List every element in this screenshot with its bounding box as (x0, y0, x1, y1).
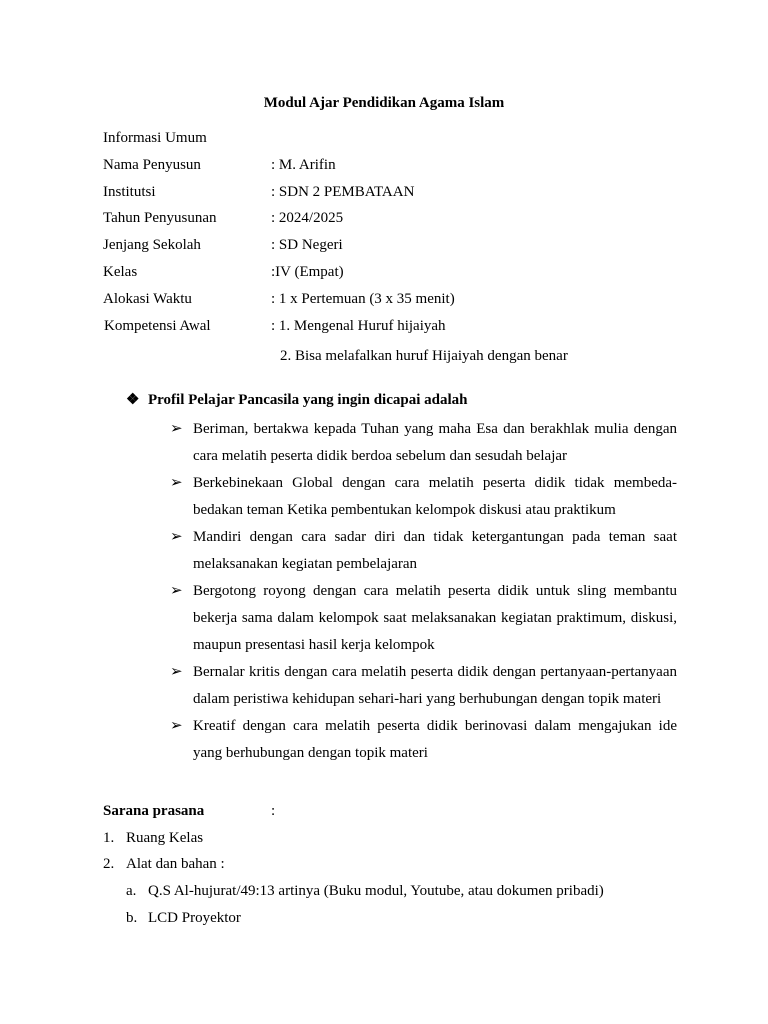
list-item-text: Mandiri dengan cara sadar diri dan tidak ketergantungan pada teman saat melaksanakan kegiatan pembelajaran (193, 529, 677, 572)
info-label-jenjang: Jenjang Sekolah (103, 237, 201, 253)
info-label-kelas: Kelas (103, 264, 138, 280)
profil-heading (126, 390, 467, 410)
info-label-alokasi: Alokasi Waktu (103, 291, 192, 307)
sarana-subitem-text: LCD Proyektor (148, 910, 241, 926)
list-item-text: Bernalar kritis dengan cara melatih peserta didik dengan pertanyaan-pertanyaan dalam peristiwa kehidupan sehari-hari yang berhubungan dengan topik materi (193, 664, 677, 707)
list-item (170, 416, 677, 470)
info-heading: Informasi Umum (103, 130, 207, 146)
arrow-bullet-icon: ➢ (170, 664, 183, 680)
info-value-nama: : M. Arifin (271, 157, 336, 173)
document-title: Modul Ajar Pendidikan Agama Islam (263, 95, 505, 111)
profil-heading-text: Profil Pelajar Pancasila yang ingin dicapai adalah (148, 392, 468, 408)
list-item (170, 713, 677, 767)
list-item-text: Bergotong royong dengan cara melatih peserta didik untuk sling membantu bekerja sama dalam kelompok saat melaksanakan kegiatan praktimum, diskusi, maupun presentasi hasil kerja kelompok (193, 583, 677, 653)
list-item-text: Berkebinekaan Global dengan cara melatih peserta didik tidak membeda-bedakan teman Ketika pembentukan kelompok diskusi atau praktikum (193, 475, 677, 518)
info-label-nama: Nama Penyusun (103, 157, 201, 173)
profil-list (170, 416, 677, 767)
list-item-text: Beriman, bertakwa kepada Tuhan yang maha Esa dan berakhlak mulia dengan cara melatih peserta didik berdoa sebelum dan sesudah belajar (193, 421, 677, 464)
arrow-bullet-icon: ➢ (170, 475, 183, 491)
info-value-tahun: : 2024/2025 (271, 210, 344, 226)
sarana-subitem-num: b. (126, 910, 138, 926)
info-label-tahun: Tahun Penyusunan (103, 210, 217, 226)
list-item-text: Kreatif dengan cara melatih peserta didik berinovasi dalam mengajukan ide yang berhubungan dengan topik materi (193, 718, 677, 761)
info-value-jenjang: : SD Negeri (271, 237, 343, 253)
kompetensi-line-2: 2. Bisa melafalkan huruf Hijaiyah dengan benar (280, 348, 568, 364)
diamond-bullet-icon: ❖ (126, 392, 140, 408)
arrow-bullet-icon: ➢ (170, 529, 183, 545)
sarana-subitem-num: a. (126, 883, 137, 899)
list-item (170, 524, 677, 578)
info-value-alokasi: : 1 x Pertemuan (3 x 35 menit) (271, 291, 455, 307)
info-label-kompetensi: Kompetensi Awal (104, 318, 211, 334)
sarana-item-text: Ruang Kelas (126, 830, 204, 846)
info-value-kelas: :IV (Empat) (271, 264, 344, 280)
arrow-bullet-icon: ➢ (170, 583, 183, 599)
list-item (170, 659, 677, 713)
sarana-item-num: 1. (103, 830, 115, 846)
sarana-subitem-text: Q.S Al-hujurat/49:13 artinya (Buku modul, Youtube, atau dokumen pribadi) (148, 883, 604, 899)
sarana-colon: : (271, 803, 276, 819)
sarana-item-num: 2. (103, 856, 115, 872)
arrow-bullet-icon: ➢ (170, 718, 183, 734)
info-label-institusi: Institutsi (103, 184, 156, 200)
sarana-heading: Sarana prasana (103, 803, 205, 819)
info-value-institusi: : SDN 2 PEMBATAAN (271, 184, 415, 200)
info-value-kompetensi: : 1. Mengenal Huruf hijaiyah (271, 318, 446, 334)
list-item (170, 470, 677, 524)
arrow-bullet-icon: ➢ (170, 421, 183, 437)
sarana-item-text: Alat dan bahan : (126, 856, 225, 872)
list-item (170, 578, 677, 659)
